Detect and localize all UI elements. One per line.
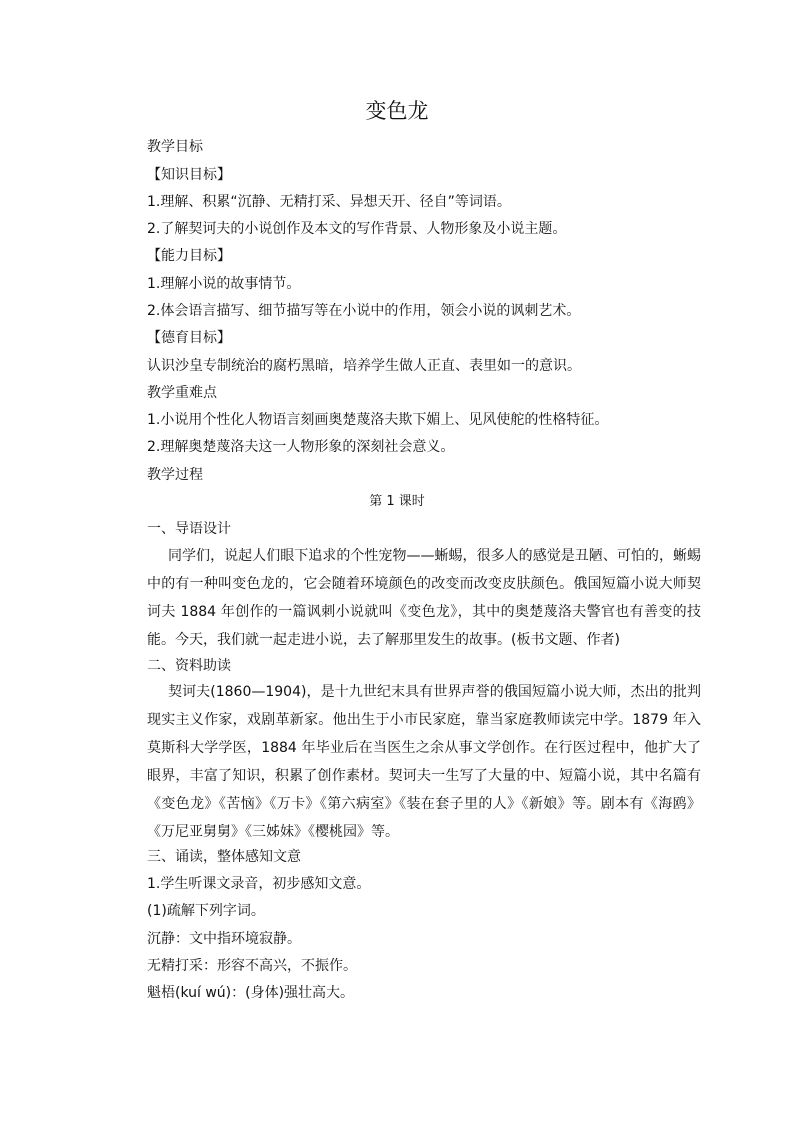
moral-objective-text: 认识沙皇专制统治的腐朽黑暗，培养学生做人正直、表里如一的意识。 xyxy=(147,358,581,374)
section-heading-materials: 二、资料助读 xyxy=(147,658,231,674)
knowledge-objective-heading: 【知识目标】 xyxy=(147,167,231,183)
section-heading-reading: 三、诵读，整体感知文意 xyxy=(147,849,301,865)
knowledge-objective-item: 2.了解契诃夫的小说创作及本文的写作背景、人物形象及小说主题。 xyxy=(147,221,567,237)
reading-substep: (1)疏解下列字词。 xyxy=(147,903,265,919)
intro-paragraph: 同学们，说起人们眼下追求的个性宠物——蜥蜴，很多人的感觉是丑陋、可怕的，蜥蜴中的有一种叫变色龙的，它会随着环境颜色的改变而改变皮肤颜色。俄国短篇小说大师契诃夫 1884 年创作的一篇讽刺小说就叫《变色龙》，其中的奥楚蔑洛夫警官也有善变的技能。今天，我们就一起走进小说，去了解那里发生的故事。(板书文题、作者) xyxy=(147,548,701,648)
reading-step: 1.学生听课文录音，初步感知文意。 xyxy=(147,876,371,892)
moral-objective-heading: 【德育目标】 xyxy=(147,330,231,346)
vocabulary-item: 无精打采：形容不高兴，不振作。 xyxy=(147,958,357,974)
vocabulary-item: 魁梧(kuí wú)：(身体)强壮高大。 xyxy=(147,985,355,1001)
ability-objective-item: 2.体会语言描写、细节描写等在小说中的作用，领会小说的讽刺艺术。 xyxy=(147,303,581,319)
key-point-item: 1.小说用个性化人物语言刻画奥楚蔑洛夫欺下媚上、见风使舵的性格特征。 xyxy=(147,412,609,428)
objectives-heading: 教学目标 xyxy=(147,139,203,155)
materials-paragraph: 契诃夫(1860—1904)，是十九世纪末具有世界声誉的俄国短篇小说大师，杰出的批判现实主义作家，戏剧革新家。他出生于小市民家庭，靠当家庭教师读完中学。1879 年入莫斯科大学学医，1884 年毕业后在当医生之余从事文学创作。在行医过程中，他扩大了眼界，丰富了知识，积累了创作素材。契诃夫一生写了大量的中、短篇小说，其中名篇有《变色龙》《苦恼》《万卡》《第六病室》《装在套子里的人》《新娘》等。剧本有《海鸥》《万尼亚舅舅》《三姊妹》《樱桃园》等。 xyxy=(147,684,701,840)
ability-objective-heading: 【能力目标】 xyxy=(147,248,231,264)
key-point-item: 2.理解奥楚蔑洛夫这一人物形象的深刻社会意义。 xyxy=(147,439,455,455)
vocabulary-item: 沉静：文中指环境寂静。 xyxy=(147,931,301,947)
document-title: 变色龙 xyxy=(365,99,429,123)
key-points-heading: 教学重难点 xyxy=(147,385,217,401)
process-heading: 教学过程 xyxy=(147,467,203,483)
lesson-label: 第 1 课时 xyxy=(369,494,425,509)
section-heading-intro: 一、导语设计 xyxy=(147,521,231,537)
ability-objective-item: 1.理解小说的故事情节。 xyxy=(147,276,301,292)
knowledge-objective-item: 1.理解、积累“沉静、无精打采、异想天开、径自”等词语。 xyxy=(147,194,511,210)
